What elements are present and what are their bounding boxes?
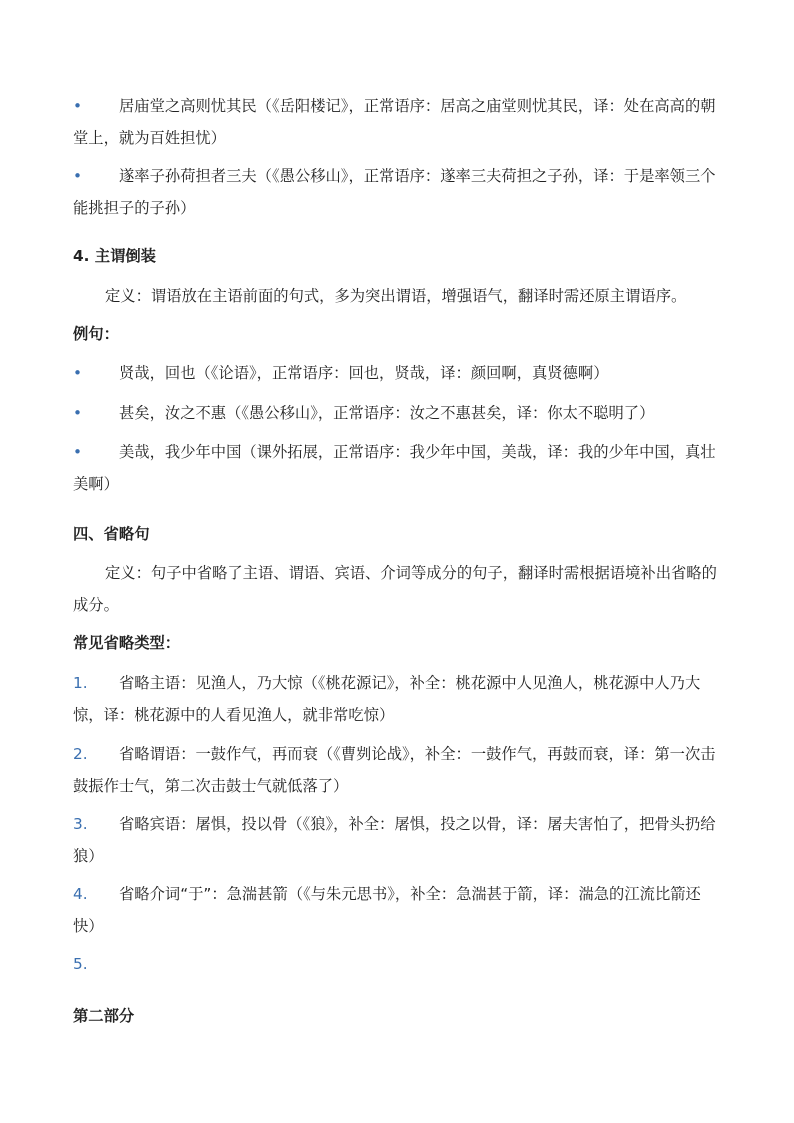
bullet-icon: • [73, 97, 83, 115]
list-number: 1. [73, 674, 88, 692]
list-item: 省略介词“于”：急湍甚箭（《与朱元思书》，补全：急湍甚于箭，译：湍急的江流比箭还快） [73, 885, 701, 935]
list-item: 美哉，我少年中国（课外拓展，正常语序：我少年中国，美哉，译：我的少年中国，真壮美啊） [73, 443, 716, 493]
list-item: 甚矣，汝之不惠（《愚公移山》，正常语序：汝之不惠甚矣，译：你太不聪明了） [119, 404, 655, 422]
bullet-icon: • [73, 404, 83, 422]
bullet-icon: • [73, 364, 83, 382]
section-heading: 4. 主谓倒装 [73, 247, 156, 265]
list-item: 省略主语：见渔人，乃大惊（《桃花源记》，补全：桃花源中人见渔人，桃花源中人乃大惊，译：桃花源中的人看见渔人，就非常吃惊） [73, 674, 701, 724]
types-label: 常见省略类型： [73, 634, 181, 652]
list-item: 贤哉，回也（《论语》，正常语序：回也，贤哉，译：颜回啊，真贤德啊） [119, 364, 609, 382]
list-number: 4. [73, 885, 88, 903]
list-number: 2. [73, 745, 88, 763]
list-number: 3. [73, 815, 88, 833]
list-item: 居庙堂之高则忧其民（《岳阳楼记》，正常语序：居高之庙堂则忧其民，译：处在高高的朝堂上，就为百姓担忧） [73, 97, 716, 147]
bullet-icon: • [73, 443, 83, 461]
list-number: 5. [73, 955, 88, 973]
definition-text: 定义：谓语放在主语前面的句式，多为突出谓语，增强语气，翻译时需还原主谓语序。 [105, 287, 687, 305]
bullet-icon: • [73, 167, 83, 185]
list-item: 遂率子孙荷担者三夫（《愚公移山》，正常语序：遂率三夫荷担之子孙，译：于是率领三个能挑担子的子孙） [73, 167, 716, 217]
list-item: 省略宾语：屠惧，投以骨（《狼》，补全：屠惧，投之以骨，译：屠夫害怕了，把骨头扔给狼） [73, 815, 716, 865]
examples-label: 例句： [73, 325, 119, 343]
definition-text: 定义：句子中省略了主语、谓语、宾语、介词等成分的句子，翻译时需根据语境补出省略的成分。 [73, 564, 717, 614]
part-heading: 第二部分 [73, 1007, 135, 1025]
list-item: 省略谓语：一鼓作气，再而衰（《曹刿论战》，补全：一鼓作气，再鼓而衰，译：第一次击鼓振作士气，第二次击鼓士气就低落了） [73, 745, 716, 795]
section-heading: 四、省略句 [73, 525, 150, 543]
